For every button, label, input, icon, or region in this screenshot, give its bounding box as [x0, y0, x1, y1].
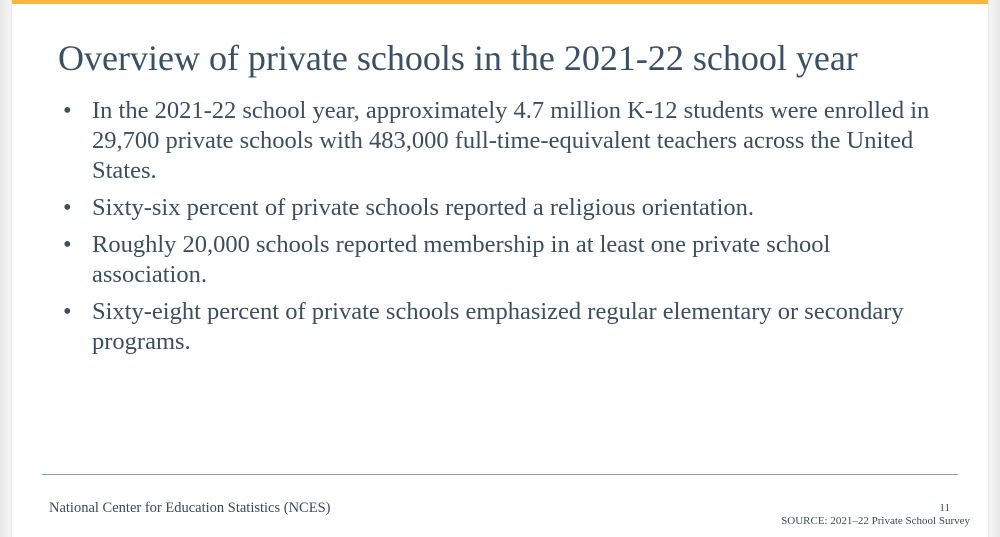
bullet-text: Sixty-eight percent of private schools emphasized regular elementary or secondary programs. — [92, 298, 904, 355]
slide — [12, 0, 988, 537]
bullet-item — [52, 96, 932, 186]
footer-divider — [42, 474, 958, 475]
bullet-item — [52, 297, 932, 357]
source-note: SOURCE: 2021–22 Private School Survey — [781, 515, 970, 527]
footer-organization: National Center for Education Statistics (NCES) — [49, 500, 331, 516]
bullet-text: In the 2021-22 school year, approximately 4.7 million K-12 students were enrolled in 29,700 private schools with 483,000 full-time-equivalent teachers across the United States. — [92, 97, 930, 184]
bullet-item — [52, 230, 932, 290]
left-shadow — [0, 0, 12, 537]
bullet-icon: • — [63, 231, 72, 258]
bullet-text: Sixty-six percent of private schools reported a religious orientation. — [92, 194, 755, 221]
right-shadow — [988, 0, 1000, 537]
bullet-item — [52, 193, 932, 223]
bullet-icon: • — [63, 194, 72, 221]
bullet-icon: • — [63, 97, 72, 124]
page-number: 11 — [939, 502, 950, 514]
bullet-list — [52, 96, 932, 364]
slide-title: Overview of private schools in the 2021-22 school year — [58, 38, 858, 78]
bullet-text: Roughly 20,000 schools reported membership in at least one private school association. — [92, 231, 831, 288]
bullet-icon: • — [63, 298, 72, 325]
accent-bar — [12, 0, 988, 4]
